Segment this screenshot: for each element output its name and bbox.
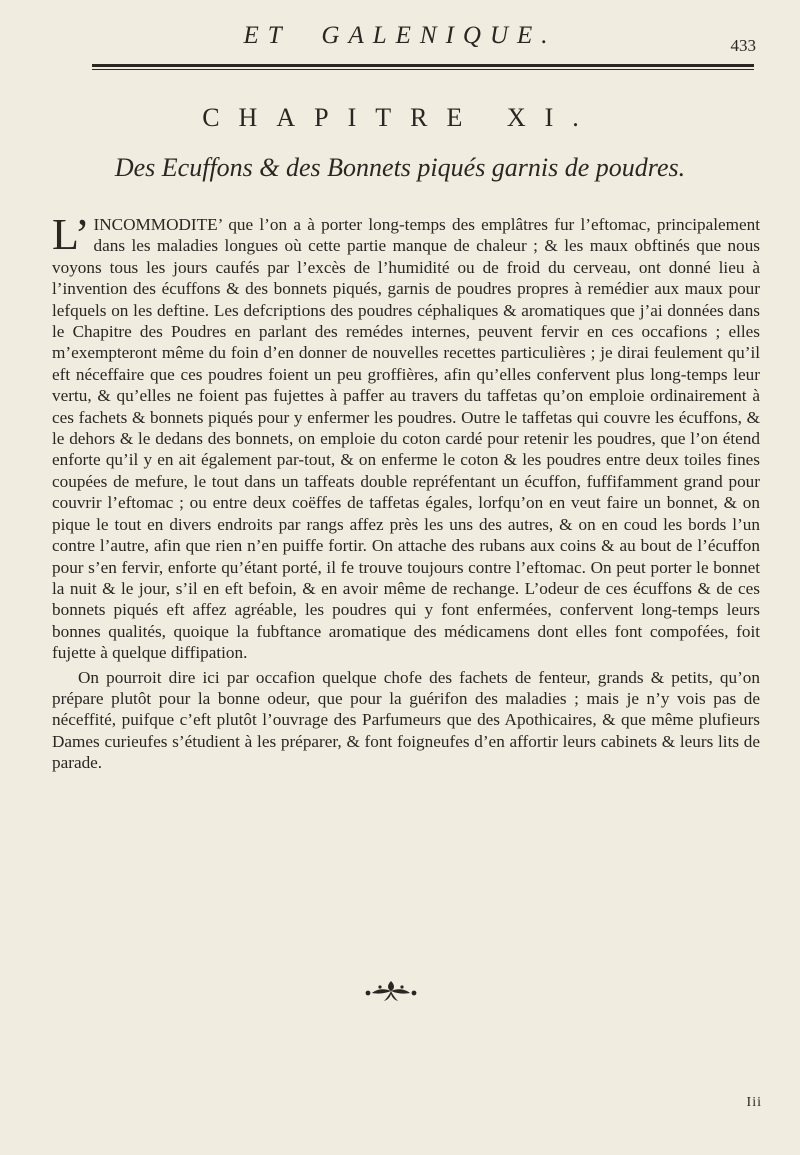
page-number: 433 bbox=[730, 36, 756, 55]
chapter-title: Des Ecuffons & des Bonnets piqués garnis de poudres. bbox=[114, 153, 686, 182]
header-rule-thick bbox=[92, 64, 754, 67]
paragraph-2: On pourroit dire ici par occafion quelque chofe des fachets de fenteur, grands & petits, qu’on prépare plutôt pour la bonne odeur, que pour la guérifon des maladies ; mais je n’y vois pas de néceffité, puifque c’eft plutôt l’ouvrage des Parfumeurs que des Apothicaires, & que même plufieurs Dames curieufes s’étudient à les préparer, & font foigneufes d’en affortir leurs cabinets & leurs lits de parade. bbox=[52, 667, 760, 773]
header-rule-thin bbox=[92, 69, 754, 70]
paragraph-1: L’INCOMMODITE’ que l’on a à porter long-temps des emplâtres fur l’eftomac, principalement dans les maladies longues où cette partie manque de chaleur ; & les maux obftinés que nous voyons tous les jours caufés par l’excès de l’humidité ou de froid du cerveau, ont donné lieu à l’invention des écuffons & des bonnets piqués, garnis de poudres propres à remédier aux maux pour lefquels on les deftine. Les defcriptions des poudres céphaliques & aromatiques que j’ai données dans le Chapitre des Poudres en parlant des remédes internes, peuvent fervir en ces occafions ; elles m’exempteront même du foin d’en donner de nouvelles recettes particulières ; je dirai feulement qu’il eft néceffaire que ces poudres foient un peu groffières, afin qu’elles confervent plus long-temps leur vertu, & qu’elles ne foient pas fujettes à paffer au travers du taffetas qu’on emploie ordinairement à ces fachets & bonnets piqués pour y enfermer les poudres. Outre le taffetas qui couvre les écuffons, & le dehors & le dedans des bonnets, on emploie du coton cardé pour retenir les poudres, que l’on étend enforte qu’il y en ait également par-tout, & on enferme le coton & les poudres entre deux toiles fines coupées de mefure, le tout dans un taffeats double repréfentant un écuffon, fuffifamment grand pour couvrir l’eftomac ; ou entre deux coëffes de taffetas égales, lorfqu’on en veut faire un bonnet, & on pique le tout en divers endroits par rangs affez près les uns des autres, & on en coud les bords l’un contre l’autre, afin que rien n’en puiffe fortir. On attache des rubans aux coins & au bout de l’écuffon pour s’en fervir, enforte qu’étant porté, il fe trouve toujours contre l’eftomac. On peut porter le bonnet la nuit & le jour, s’il en eft befoin, & en avoir même de rechange. L’odeur de ces écuffons & de ces bonnets piqués eft affez agréable, les poudres qui y font enfermées, confervent long-temps leurs bonnes qualités, quoique la fubftance aromatique des médicamens dont elles font compofées, foit fujette à quelque diffipation. bbox=[52, 210, 760, 663]
fleuron-ornament-icon bbox=[360, 978, 422, 1004]
chapter-heading: CHAPITRE XI. bbox=[202, 103, 598, 132]
body-text bbox=[52, 210, 760, 774]
running-head-title: ET GALENIQUE. bbox=[243, 22, 557, 49]
signature-mark: Iii bbox=[746, 1095, 762, 1110]
running-head bbox=[0, 22, 800, 62]
